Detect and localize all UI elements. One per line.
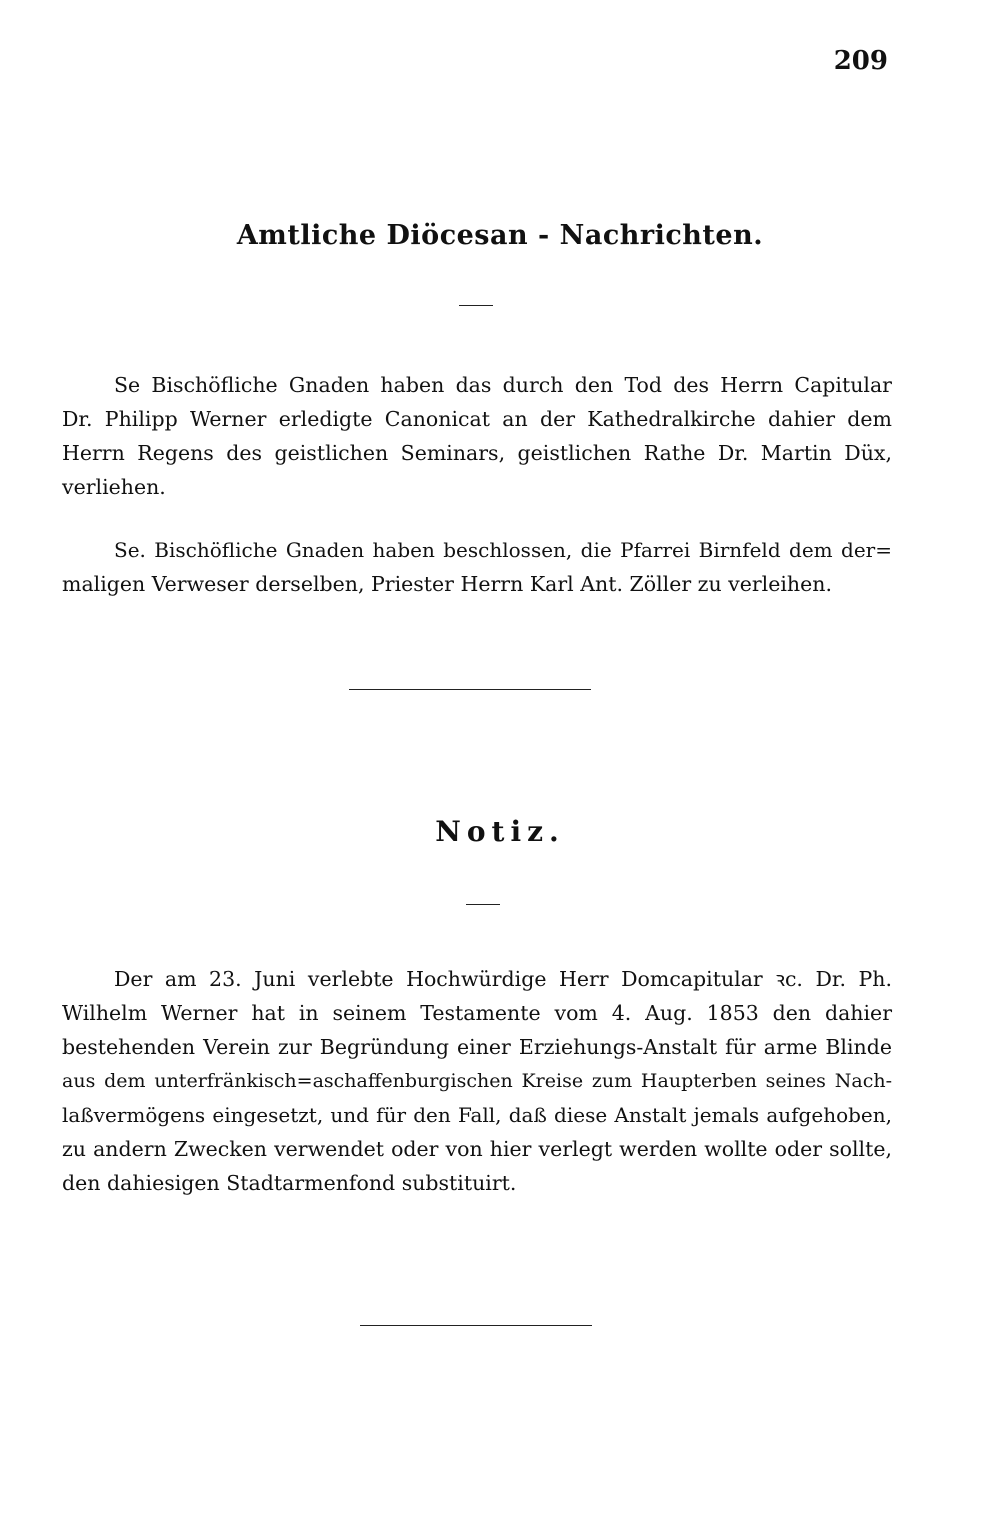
paragraph-line: den dahiesigen Stadtarmenfond substituirt. [62, 1171, 517, 1195]
paragraph-line: aus dem unterfränkisch=aschaffenburgischen Kreise zum Haupterben seines Nach- [62, 1070, 892, 1092]
paragraph-line: Der am 23. Juni verlebte Hochwürdige Herr Domcapitular ꝛc. Dr. Ph. [114, 967, 892, 991]
paragraph-notiz [62, 962, 892, 1200]
paragraph-line: laßvermögens eingesetzt, und für den Fall, daß diese Anstalt jemals aufgehoben, [62, 1103, 892, 1127]
paragraph-line: verliehen. [62, 475, 166, 499]
page-number: 209 [833, 46, 888, 76]
title-divider [459, 305, 493, 306]
paragraph-line: Herrn Regens des geistlichen Seminars, geistlichen Rathe Dr. Martin Düx, [62, 441, 892, 465]
paragraph-line: Wilhelm Werner hat in seinem Testamente vom 4. Aug. 1853 den dahier [62, 1001, 892, 1025]
section-title-notiz: Notiz. [435, 815, 565, 848]
paragraph-line: bestehenden Verein zur Begründung einer Erziehungs-Anstalt für arme Blinde [62, 1035, 892, 1059]
page-end-divider [360, 1325, 592, 1326]
paragraph-line: maligen Verweser derselben, Priester Herrn Karl Ant. Zöller zu verleihen. [62, 572, 832, 596]
paragraph-canonicat [62, 368, 892, 504]
paragraph-pfarrei [62, 533, 892, 601]
paragraph-line: Dr. Philipp Werner erledigte Canonicat an der Kathedralkirche dahier dem [62, 407, 892, 431]
section-divider [349, 689, 591, 690]
paragraph-line: Se Bischöfliche Gnaden haben das durch den Tod des Herrn Capitular [114, 373, 892, 397]
paragraph-line: zu andern Zwecken verwendet oder von hier verlegt werden wollte oder sollte, [62, 1137, 892, 1161]
section-title-diocesan-news: Amtliche Diöcesan - Nachrichten. [236, 220, 764, 251]
paragraph-line: Se. Bischöfliche Gnaden haben beschlossen, die Pfarrei Birnfeld dem der= [114, 538, 892, 562]
title-divider [466, 904, 500, 905]
